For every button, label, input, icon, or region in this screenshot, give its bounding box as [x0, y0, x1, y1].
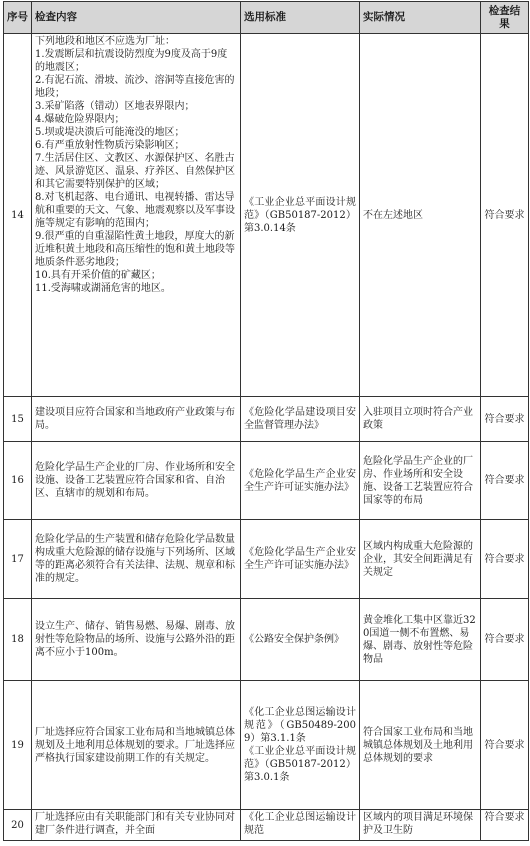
row-no: 14: [4, 34, 32, 397]
row-actual: 符合国家工业布局和当地城镇总体规划及土地利用总体规划的要求: [360, 681, 481, 810]
inspection-table: [3, 1, 529, 841]
row-content: 危险化学品生产企业的厂房、作业场所和安全设施、设备工艺装置应符合国家和省、自治区、直辖市的规划和布局。: [32, 442, 241, 520]
table-row: [4, 599, 529, 681]
table-row: [4, 397, 529, 442]
table-row: [4, 520, 529, 599]
row-actual: [360, 810, 481, 841]
row-result: 符合要求: [481, 397, 529, 442]
row-actual: 黄金堆化工集中区靠近320国道一侧不布置燃、易爆、剧毒、放射性等危险物品: [360, 599, 481, 681]
row-standard: 《危险化学品生产企业安全生产许可证实施办法》: [241, 442, 360, 520]
header-no: 序号: [4, 2, 32, 34]
table-row: [4, 810, 529, 841]
header-result: 检查结果: [481, 2, 529, 34]
row-actual: 区域内构成重大危险源的企业，其安全间距满足有关规定: [360, 520, 481, 599]
row-standard: [241, 681, 360, 810]
row-content: [32, 810, 241, 841]
row-result: 符合要求: [481, 681, 529, 810]
row-result: 符合要求: [481, 442, 529, 520]
row-content: [32, 34, 241, 397]
row-content: 设立生产、储存、销售易燃、易爆、剧毒、放射性等危险物品的场所、设施与公路外沿的距离不应小于100m。: [32, 599, 241, 681]
header-content: 检查内容: [32, 2, 241, 34]
row-no: 16: [4, 442, 32, 520]
row-result: 符合要求: [481, 599, 529, 681]
row-content: 建设项目应符合国家和当地政府产业政策与布局。: [32, 397, 241, 442]
row-standard: 《工业企业总平面设计规范》（GB50187-2012）第3.0.14条: [241, 34, 360, 397]
row-no: 18: [4, 599, 32, 681]
content-line: 4.爆破危险界限内；: [35, 114, 125, 125]
row-actual: 不在左述地区: [360, 34, 481, 397]
content-line: 7.生活居住区、文教区、水源保护区、名胜古迹、风景游览区、温泉、疗养区、自然保护区和其它需要特别保护的区域；: [35, 153, 235, 190]
table-row: [4, 34, 529, 397]
content-line: 6.有严重放射性物质污染影响区；: [35, 140, 185, 151]
row-result: 符合要求: [481, 520, 529, 599]
table-row: [4, 681, 529, 810]
row-standard-text: 《化工企业总图运输设计规范: [244, 812, 356, 836]
row-content-text: 厂址选择应由有关职能部门和有关专业协同对建厂条件进行调查，并全面: [35, 812, 235, 836]
row-content: 厂址选择应符合国家工业布局和当地城镇总体规划及土地利用总体规划的要求。厂址选择应严格执行国家建设前期工作的有关规定。: [32, 681, 241, 810]
header-standard: 选用标准: [241, 2, 360, 34]
table-row: [4, 442, 529, 520]
row-actual: 入驻项目立项时符合产业政策: [360, 397, 481, 442]
content-line: 5.坝或堤决溃后可能淹没的地区；: [35, 127, 185, 138]
row-standard: 《危险化学品生产企业安全生产许可证实施办法》: [241, 520, 360, 599]
row-no: 17: [4, 520, 32, 599]
row-content: 危险化学品的生产装置和储存危险化学品数量构成重大危险源的储存设施与下列场所、区域等的距离必须符合有关法律、法规、规章和标准的规定。: [32, 520, 241, 599]
row-result: 符合要求: [481, 34, 529, 397]
row-actual-text: 区域内的项目满足环境保护及卫生防: [363, 812, 473, 836]
standard-part: 《化工企业总图运输设计规范》（GB50489-2009）第3.1.1条: [244, 707, 356, 744]
row-actual: 危险化学品生产企业的厂房、作业场所和安全设施、设备工艺装置应符合国家等的布局: [360, 442, 481, 520]
standard-part: 《工业企业总平面设计规范》（GB50187-2012）第3.0.1条: [244, 746, 356, 783]
row-standard: 《危险化学品建设项目安全监督管理办法》: [241, 397, 360, 442]
row-no: 20: [4, 810, 32, 841]
content-line: 9.很严重的自重湿陷性黄土地段，厚度大的新近堆积黄土地段和高压缩性的饱和黄土地段等地质条件恶劣地段；: [35, 231, 235, 268]
row-no: 15: [4, 397, 32, 442]
row-result-text: 符合要求: [484, 812, 525, 823]
header-actual: 实际情况: [360, 2, 481, 34]
content-line: 下列地段和地区不应选为厂址：: [35, 36, 175, 47]
content-line: 2.有泥石流、滑坡、流沙、溶洞等直接危害的地段；: [35, 75, 235, 99]
table-header-row: [4, 2, 529, 34]
row-standard: 《公路安全保护条例》: [241, 599, 360, 681]
content-line: 10.具有开采价值的矿藏区；: [35, 270, 161, 281]
content-line: 8.对飞机起落、电台通讯、电视转播、雷达导航和重要的天文、气象、地震观察以及军事设施等规定有影响的范围内；: [35, 192, 235, 229]
row-result: [481, 810, 529, 841]
row-standard: [241, 810, 360, 841]
content-line: 3.采矿陷落（错动）区地表界限内；: [35, 101, 195, 112]
content-line: 1.发震断层和抗震设防烈度为9度及高于9度的地震区；: [35, 49, 228, 73]
row-no: 19: [4, 681, 32, 810]
content-line: 11.受海啸或湖涌危害的地区。: [35, 283, 171, 294]
